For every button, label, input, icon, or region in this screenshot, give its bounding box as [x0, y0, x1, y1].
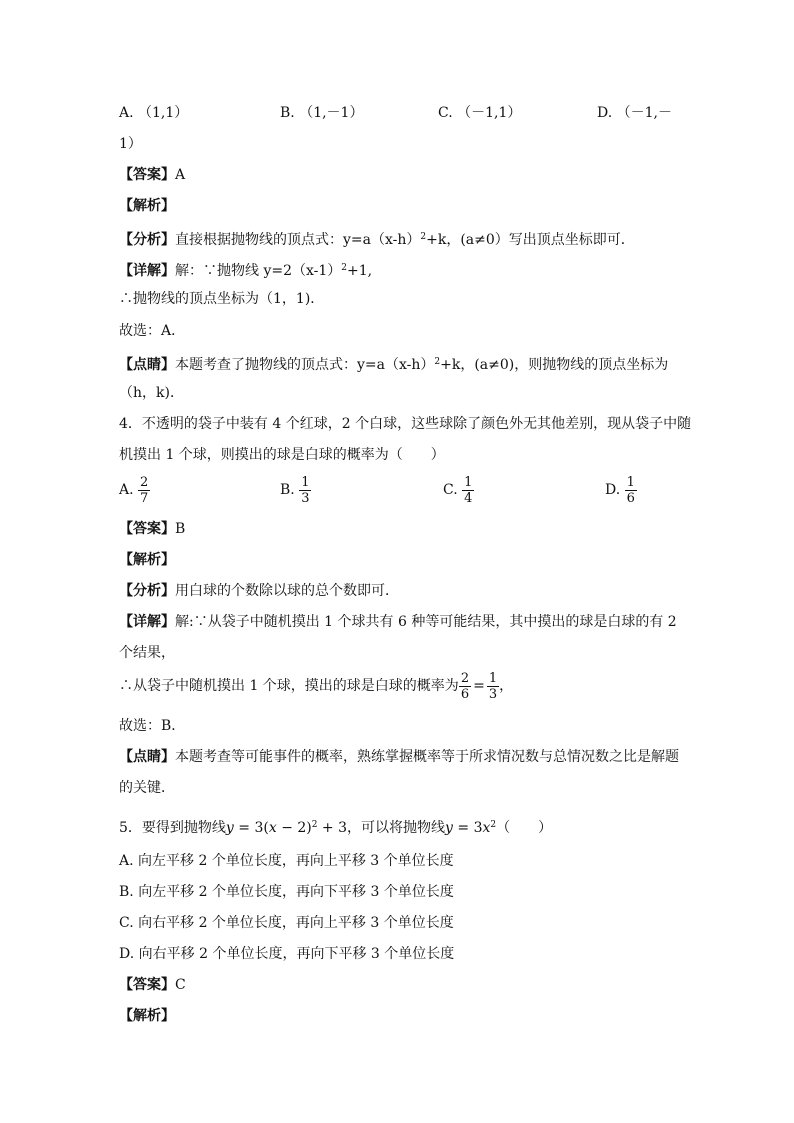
q3-option-a: A. （1,1）	[119, 105, 189, 121]
q3-conclusion: ∴抛物线的顶点坐标为（1，1)．	[119, 291, 325, 307]
q4-options-row	[0, 472, 794, 508]
q3-options-row	[0, 104, 794, 122]
q4-analysis-heading: 【解析】	[119, 552, 175, 568]
q4-option-b-fraction: $\frac{1}{3}$	[301, 474, 310, 506]
q3-option-d: D. （－1,－	[597, 105, 672, 121]
q5-option-d: D. 向右平移 2 个单位长度，再向下平移 3 个单位长度	[119, 946, 455, 962]
q4-xiangjie-wrap: 个结果，	[119, 645, 175, 661]
q5-formula-target: $y = 3(x - 2)^2 + 3$	[225, 820, 348, 836]
q4-option-c-fraction: $\frac{1}{4}$	[464, 474, 473, 506]
q4-stem-line-1: 4．不透明的袋子中装有 4 个红球，2 个白球，这些球除了颜色外无其他差别，现从袋子中随	[119, 416, 692, 432]
q3-choose: 故选：A．	[119, 323, 186, 339]
q5-stem: 5．要得到抛物线$y = 3(x - 2)^2 + 3$，可以将抛物线$y = 3x^2$（ ）	[119, 820, 553, 836]
q4-choose: 故选：B．	[119, 718, 186, 734]
q4-option-d: D. $\frac{1}{6}$	[605, 474, 635, 506]
q5-analysis-heading: 【解析】	[119, 1008, 175, 1024]
q3-answer: 【答案】A	[119, 167, 186, 183]
q4-option-a-fraction: $\frac{2}{7}$	[140, 474, 149, 506]
q3-option-d-wrap: 1）	[119, 136, 142, 152]
q4-conclusion-fraction-1: $\frac{2}{6}$	[460, 670, 470, 702]
q4-stem-line-2: 机摸出 1 个球，则摸出的球是白球的概率为（ ）	[119, 447, 445, 463]
q4-xiangjie: 【详解】解:∵从袋子中随机摸出 1 个球共有 6 种等可能结果，其中摸出的球是白球的有 2	[119, 614, 677, 630]
q4-option-d-fraction: $\frac{1}{6}$	[626, 474, 635, 506]
q4-conclusion-fraction-2: $\frac{1}{3}$	[488, 670, 498, 702]
q4-conclusion: ∴从袋子中随机摸出 1 个球，摸出的球是白球的概率为 $\frac{2}{6}$ = $\frac{1}{3}$ ，	[119, 670, 514, 702]
q4-dianjing-wrap: 的关键．	[119, 780, 175, 796]
q5-option-a: A. 向左平移 2 个单位长度，再向上平移 3 个单位长度	[119, 853, 454, 869]
q5-option-b: B. 向左平移 2 个单位长度，再向下平移 3 个单位长度	[119, 884, 454, 900]
q5-formula-source: $y = 3x^2$	[445, 820, 497, 836]
q3-fenxi: 【分析】直接根据抛物线的顶点式：$y=a(x-h)^2+k$，(a≠0）写出顶点坐标即可．	[119, 232, 635, 248]
q4-answer: 【答案】B	[119, 521, 186, 537]
q3-dianjing-wrap: （h，k)．	[119, 385, 184, 401]
q5-answer: 【答案】C	[119, 977, 186, 993]
q4-fenxi: 【分析】用白球的个数除以球的总个数即可．	[119, 583, 399, 599]
q4-option-c: C. $\frac{1}{4}$	[443, 474, 473, 506]
q5-option-c: C. 向右平移 2 个单位长度，再向上平移 3 个单位长度	[119, 915, 454, 931]
q3-analysis-heading: 【解析】	[119, 198, 175, 214]
q4-option-a: A. $\frac{2}{7}$	[119, 474, 149, 506]
q3-option-b: B. （1,－1）	[280, 105, 364, 121]
q3-dianjing: 【点睛】本题考查了抛物线的顶点式：$y=a(x-h)^2+k$，(a≠0)，则抛物线的顶点坐标为	[119, 357, 669, 373]
q4-dianjing: 【点睛】本题考查等可能事件的概率，熟练掌握概率等于所求情况数与总情况数之比是解题	[119, 749, 679, 765]
q4-option-b: B. $\frac{1}{3}$	[280, 474, 310, 506]
q3-option-c: C. （－1,1）	[438, 105, 522, 121]
q3-xiangjie: 【详解】解：∵抛物线 $y=2(x-1)^2+1$,	[119, 263, 373, 279]
